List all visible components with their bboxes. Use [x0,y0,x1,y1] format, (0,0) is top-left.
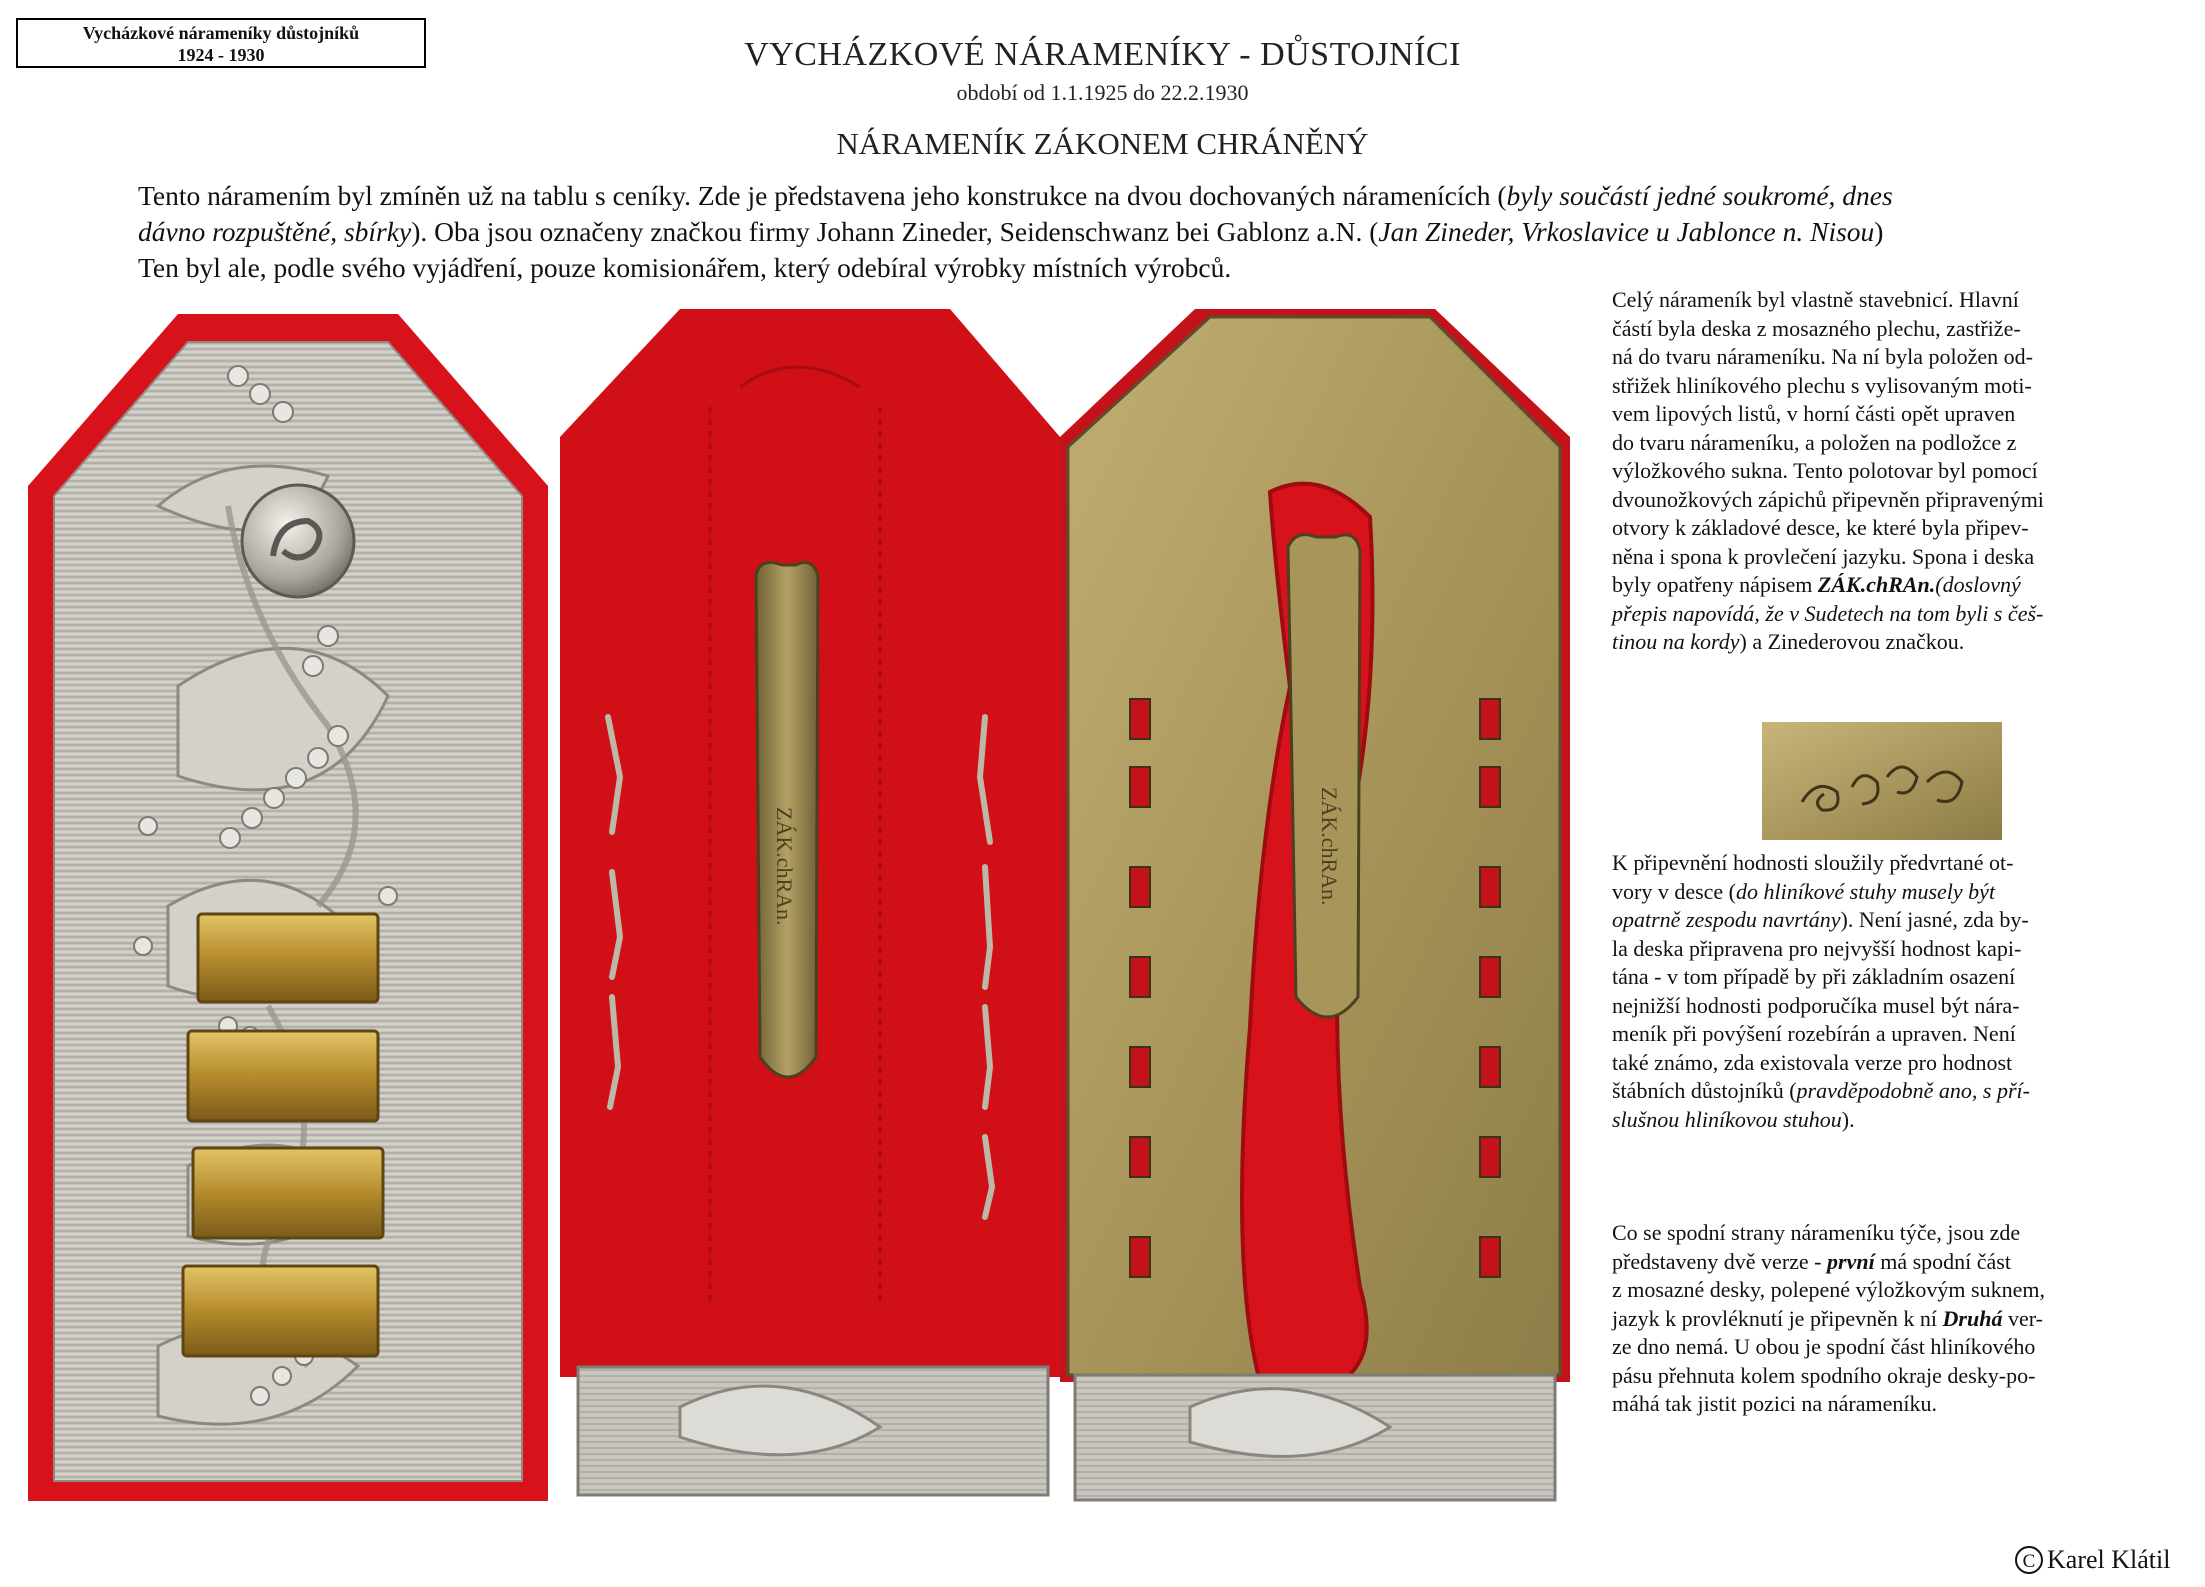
side-a-line: výložkového sukna. Tento polotovar byl pomocí [1612,458,2038,483]
side-a-line: otvory k základové desce, ke které byla připev- [1612,515,2029,540]
side-b-line: štábních důstojníků (pravděpodobně ano, s pří- [1612,1078,2030,1103]
side-b-line: také známo, zda existovala verze pro hodnost [1612,1049,2013,1075]
side-paragraph-rank-holes [1612,849,2180,1134]
copyright-notice [2015,1545,2170,1575]
page-title: VYCHÁZKOVÉ NÁRAMENÍKY - DŮSTOJNÍCI [744,36,1461,73]
side-c-line: z mosazné desky, polepené výložkovým suknem, [1612,1277,2045,1302]
side-a-line: tinou na kordy) a Zinederovou značkou. [1612,629,1965,654]
side-b-line: slušnou hliníkovou stuhou). [1612,1106,1855,1132]
section-title: NÁRAMENÍK ZÁKONEM CHRÁNĚNÝ [836,126,1369,161]
backplate-mark-text: ZÁK.chRAn. [1317,787,1342,906]
side-b-line: tána - v tom případě by při základním osazení [1612,964,2016,989]
intro-paragraph [138,178,2098,286]
side-a-line: Celý nárameník byl vlastně stavebnicí. Hlavní [1612,287,2019,312]
side-b-line: la deska připravena pro nejvyšší hodnost kapi- [1612,935,2022,961]
side-b-line: meník při povýšení rozebírán a upraven. Není [1612,1021,2016,1046]
side-a-line: ná do tvaru nárameníku. Na ní byla položen od- [1612,344,2033,369]
side-c-line: máhá tak jistit pozici na nárameníku. [1612,1391,1938,1416]
intro-line-3: Ten byl ale, podle svého vyjádření, pouze komisionářem, který odebíral výrobky místních výrobců. [138,252,1232,283]
side-c-line: ze dno nemá. U obou je spodní část hliníkového [1612,1334,2036,1359]
side-a-line: něna i spona k provlečení jazyku. Spona i deska [1612,543,2035,569]
strap-mark-text: ZÁK.chRAn. [772,807,797,926]
side-a-line: dvounožkových zápichů připevněn připravenými [1612,486,2044,512]
side-a-line: byly opatřeny nápisem ZÁK.chRAn.(doslovný [1612,572,2021,597]
maker-stamp-photo [1762,722,2002,840]
side-c-line: představeny dvě verze - první má spodní část [1612,1248,2011,1274]
side-b-line: vory v desce (do hliníkové stuhy musely být [1612,878,1996,904]
shoulder-board-back-brass-photo [1060,307,1570,1507]
intro-line-1: Tento náramením byl zmíněn už na tablu s ceníky. Zde je představena jeho konstrukce na dvou dochovaných náramenících (byly součástí jedné soukromé, dnes [138,180,1893,211]
side-a-line: střižek hliníkového plechu s vylisovaným moti- [1612,372,2032,398]
side-c-line: Co se spodní strany nárameníku týče, jsou zde [1612,1220,2021,1245]
copyright-icon: C [2015,1546,2043,1574]
side-b-line: K připevnění hodnosti sloužily předvrtané ot- [1612,850,2014,875]
side-b-line: nejnižší hodnosti podporučíka musel být nára- [1612,992,2020,1018]
caption-line-1: Vycházkové nárameníky důstojníků [82,23,360,43]
side-a-line: vem lipových listů, v horní části opět upraven [1612,401,2016,426]
intro-line-2: dávno rozpuštěné, sbírky). Oba jsou označeny značkou firmy Johann Zineder, Seidenschwanz bei Gablonz a.N. (Jan Zineder, Vrkoslavice u Jablonce n. Nisou) [138,216,1884,247]
shoulder-board-back-felt-photo [560,307,1060,1502]
side-a-line: přepis napovídá, že v Sudetech na tom byli s češ- [1612,600,2044,626]
author-name: Karel Klátil [2047,1545,2171,1574]
side-a-line: do tvaru nárameníku, a položen na podložce z [1612,429,2017,455]
side-paragraph-construction [1612,286,2180,657]
side-b-line: opatrně zespodu navrtány). Není jasné, zda by- [1612,907,2029,932]
shoulder-board-front-photo [28,306,548,1506]
period-subtitle: období od 1.1.1925 do 22.2.1930 [956,80,1249,105]
side-a-line: částí byla deska z mosazného plechu, zastřiže- [1612,315,2021,341]
side-c-line: jazyk k provléknutí je připevněn k ní Druhá ver- [1612,1305,2043,1331]
side-c-line: pásu přehnuta kolem spodního okraje desky-po- [1612,1362,2036,1388]
side-paragraph-underside [1612,1219,2180,1419]
caption-line-2: 1924 - 1930 [177,45,265,65]
